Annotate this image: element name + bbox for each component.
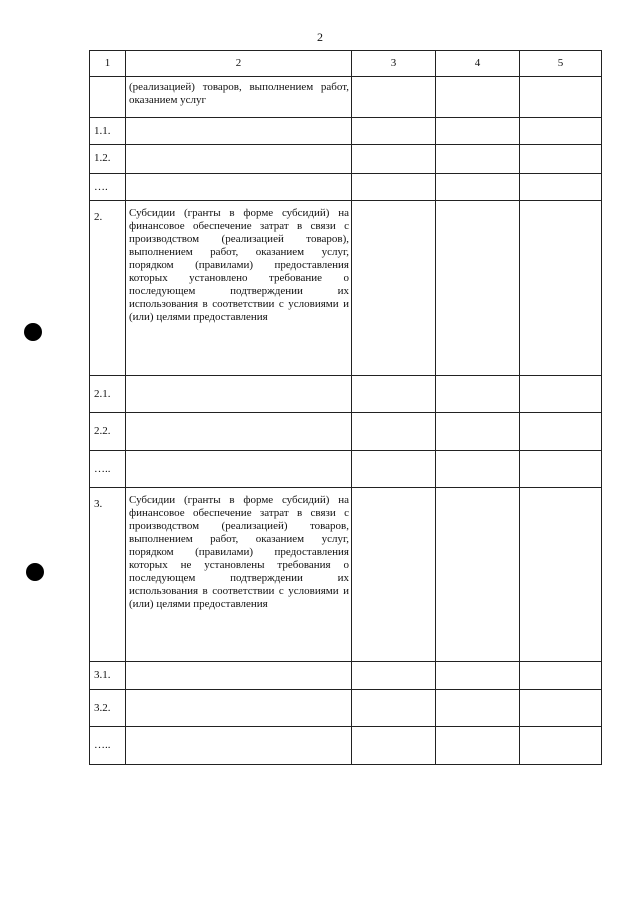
column-header: 5 <box>520 51 602 77</box>
table-row <box>90 174 602 201</box>
table-cell <box>436 174 520 201</box>
table-row <box>90 662 602 690</box>
column-header: 4 <box>436 51 520 77</box>
table-cell <box>436 488 520 662</box>
table-cell <box>352 413 436 451</box>
table-row <box>90 201 602 376</box>
row-number: …. <box>90 174 126 201</box>
table-cell <box>520 413 602 451</box>
row-description <box>126 118 352 145</box>
table-cell <box>520 118 602 145</box>
table-row <box>90 451 602 488</box>
table-cell <box>352 174 436 201</box>
table-cell <box>520 451 602 488</box>
table-cell <box>352 118 436 145</box>
column-header: 2 <box>126 51 352 77</box>
table-row <box>90 690 602 727</box>
table-row <box>90 488 602 662</box>
table-row <box>90 145 602 174</box>
table-cell <box>436 727 520 765</box>
table-row <box>90 118 602 145</box>
table-cell <box>520 727 602 765</box>
table-cell <box>520 77 602 118</box>
punch-hole-mark <box>26 563 44 581</box>
table-cell <box>520 690 602 727</box>
table-cell <box>520 488 602 662</box>
row-description <box>126 145 352 174</box>
row-number <box>90 77 126 118</box>
table-cell <box>436 201 520 376</box>
row-description <box>126 690 352 727</box>
row-number: 2. <box>90 201 126 376</box>
page-number: 2 <box>317 30 323 44</box>
table-row <box>90 413 602 451</box>
table-cell <box>352 145 436 174</box>
table-cell <box>352 376 436 413</box>
table-cell <box>520 662 602 690</box>
table-header-row <box>90 51 602 77</box>
row-description <box>126 413 352 451</box>
table-cell <box>352 488 436 662</box>
table-cell <box>352 690 436 727</box>
row-description <box>126 174 352 201</box>
row-description <box>126 662 352 690</box>
table-cell <box>520 376 602 413</box>
row-number: 1.1. <box>90 118 126 145</box>
row-number: 3. <box>90 488 126 662</box>
table-cell <box>436 145 520 174</box>
row-number: 3.1. <box>90 662 126 690</box>
row-description: (реализацией) товаров, выполнением работ, оказанием услуг <box>126 77 352 118</box>
table-cell <box>436 662 520 690</box>
row-number: 1.2. <box>90 145 126 174</box>
table-cell <box>436 690 520 727</box>
table-cell <box>436 118 520 145</box>
table-row <box>90 376 602 413</box>
row-description: Субсидии (гранты в форме субсидий) на финансовое обеспечение затрат в связи с производством (реализацией товаров), выполнением работ, оказанием услуг, порядком (правилами) предоставления которых установлено требование о последующем подтверждении их использования в соответствии с условиями и (или) целями предоставления <box>126 201 352 376</box>
row-number: ….. <box>90 727 126 765</box>
table-cell <box>352 451 436 488</box>
row-number: 2.2. <box>90 413 126 451</box>
table-cell <box>436 451 520 488</box>
column-header: 3 <box>352 51 436 77</box>
form-table <box>89 50 602 765</box>
row-description: Субсидии (гранты в форме субсидий) на финансовое обеспечение затрат в связи с производством (реализацией) товаров, выполнением работ, оказанием услуг, порядком (правилами) предоставления которых не установлены требования о последующем подтверждении их использования в соответствии с условиями и (или) целями предоставления <box>126 488 352 662</box>
table-cell <box>436 77 520 118</box>
row-number: 2.1. <box>90 376 126 413</box>
table-cell <box>352 727 436 765</box>
row-description <box>126 376 352 413</box>
punch-hole-mark <box>24 323 42 341</box>
table-cell <box>520 145 602 174</box>
table-row <box>90 727 602 765</box>
table-cell <box>520 201 602 376</box>
table-cell <box>352 662 436 690</box>
column-header: 1 <box>90 51 126 77</box>
row-number: 3.2. <box>90 690 126 727</box>
table-cell <box>352 77 436 118</box>
table-cell <box>436 413 520 451</box>
row-number: ….. <box>90 451 126 488</box>
table-cell <box>436 376 520 413</box>
table-cell <box>352 201 436 376</box>
table-cell <box>520 174 602 201</box>
table-row <box>90 77 602 118</box>
row-description <box>126 727 352 765</box>
row-description <box>126 451 352 488</box>
